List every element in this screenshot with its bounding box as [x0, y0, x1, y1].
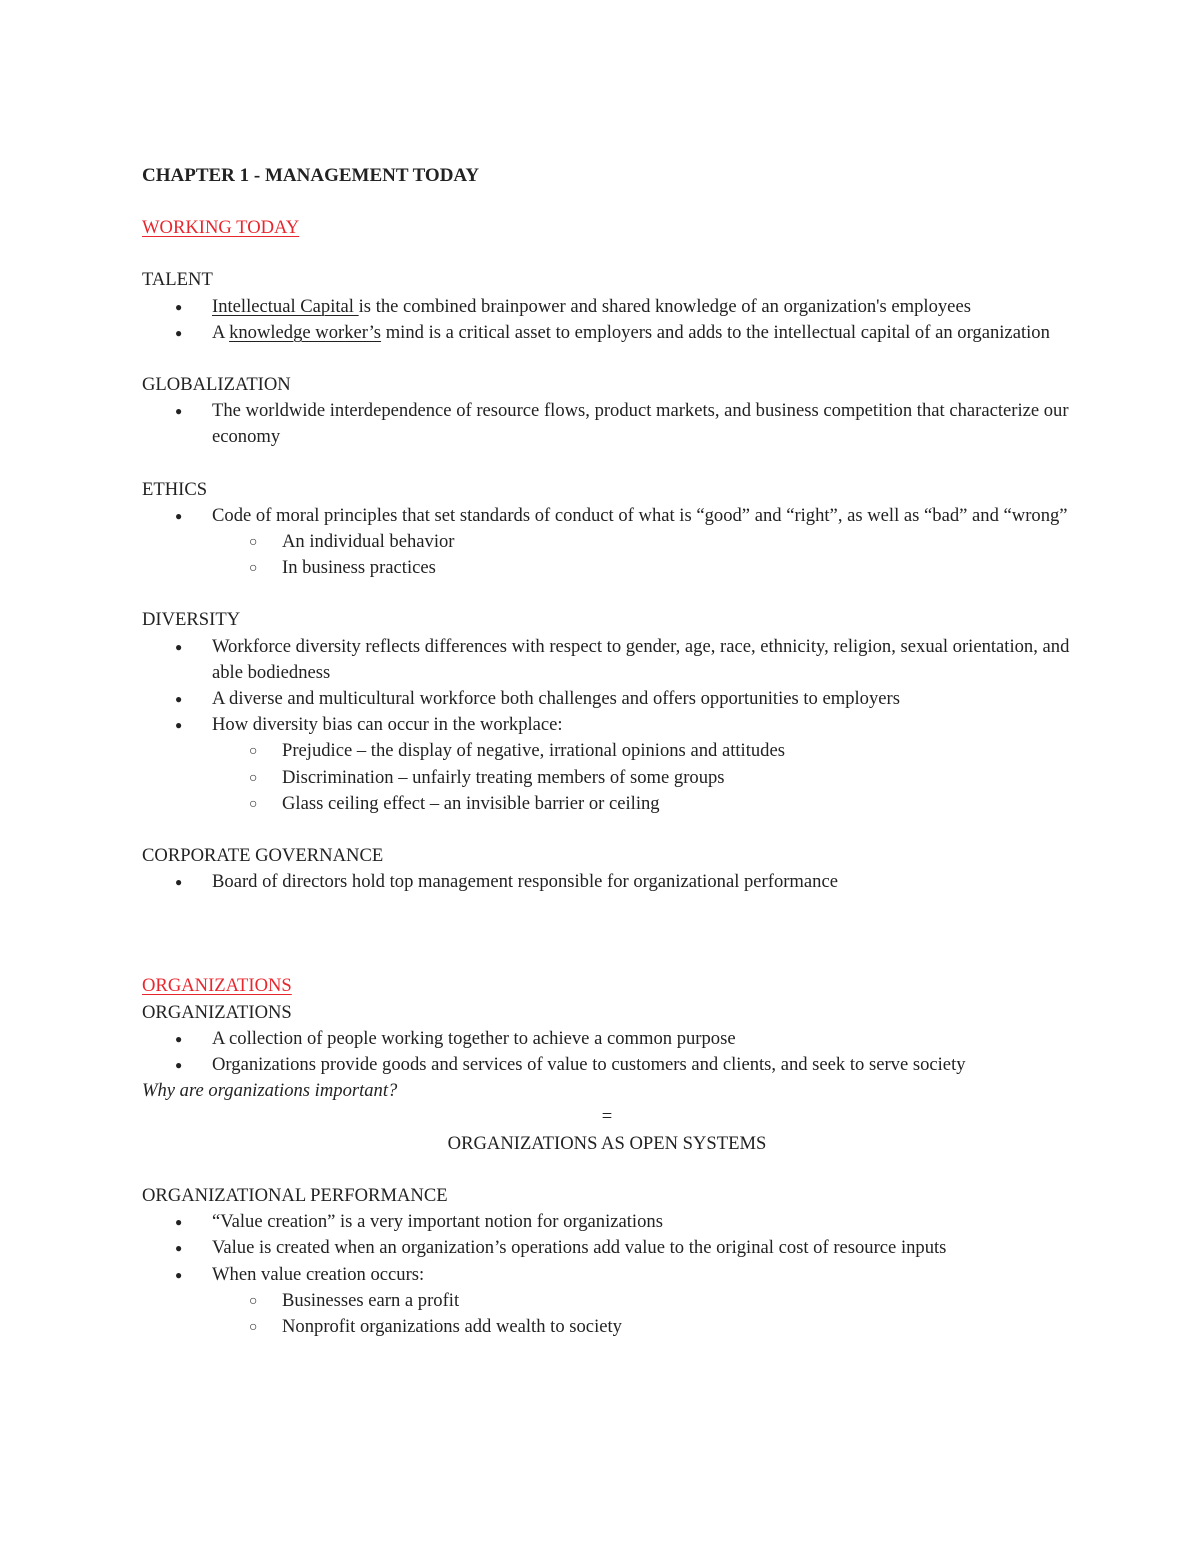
organizations-list [142, 1026, 1072, 1078]
chapter-title: CHAPTER 1 - MANAGEMENT TODAY [142, 165, 480, 186]
subheading-organizations: ORGANIZATIONS [142, 1001, 292, 1023]
list-item-text: Workforce diversity reflects differences with respect to gender, age, race, ethnicity, religion, sexual orientation, and able bodiedness [212, 635, 1070, 683]
ethics-sublist [212, 529, 1072, 581]
hollow-bullet-icon: ○ [249, 561, 258, 577]
bullet-icon: ● [175, 508, 183, 523]
list-item [142, 503, 1072, 582]
list-item-text: How diversity bias can occur in the workplace: [212, 714, 563, 736]
list-item [142, 634, 1072, 686]
list-item [142, 294, 1072, 320]
list-item [142, 1052, 1072, 1078]
list-item [142, 1026, 1072, 1052]
term-intellectual-capital: Intellectual Capital [212, 295, 359, 317]
bullet-icon: ● [175, 1058, 183, 1073]
diversity-sublist [212, 738, 1072, 817]
question-text: Why are organizations important? [142, 1080, 398, 1102]
section-heading-working-today[interactable]: WORKING TODAY [142, 217, 300, 239]
subheading-globalization: GLOBALIZATION [142, 374, 291, 396]
hollow-bullet-icon: ○ [249, 1319, 258, 1335]
document-body [142, 163, 1072, 1340]
sublist-item-text: An individual behavior [282, 531, 455, 553]
list-item-text: A [212, 321, 230, 343]
list-item-text: “Value creation” is a very important notion for organizations [212, 1211, 663, 1233]
list-item [142, 1209, 1072, 1235]
list-item [142, 869, 1072, 895]
ethics-list [142, 503, 1072, 582]
bullet-icon: ● [175, 875, 183, 890]
list-item-text: Organizations provide goods and services of value to customers and clients, and seek to serve society [212, 1054, 966, 1076]
bullet-icon: ● [175, 1267, 183, 1282]
sublist-item [212, 1314, 1072, 1340]
bullet-icon: ● [175, 299, 183, 314]
list-item [142, 320, 1072, 346]
term-knowledge-worker: knowledge worker’s [229, 321, 382, 343]
governance-list [142, 869, 1072, 895]
subheading-diversity: DIVERSITY [142, 609, 241, 631]
equals-sign: = [601, 1106, 613, 1128]
section-heading-organizations[interactable]: ORGANIZATIONS [142, 975, 292, 997]
sublist-item [212, 765, 1072, 791]
sublist-item-text: Discrimination – unfairly treating members of some groups [282, 766, 725, 788]
sublist-item-text: Nonprofit organizations add wealth to society [282, 1315, 622, 1337]
bullet-icon: ● [175, 325, 183, 340]
open-systems-heading: ORGANIZATIONS AS OPEN SYSTEMS [447, 1132, 767, 1154]
subheading-organizational-performance: ORGANIZATIONAL PERFORMANCE [142, 1184, 448, 1206]
bullet-icon: ● [175, 692, 183, 707]
list-item-text: mind is a critical asset to employers and adds to the intellectual capital of an organization [381, 321, 1050, 343]
sublist-item-text: Businesses earn a profit [282, 1289, 460, 1311]
list-item-text: Code of moral principles that set standards of conduct of what is “good” and “right”, as well as “bad” and “wrong” [212, 504, 1068, 526]
sublist-item [212, 1288, 1072, 1314]
sublist-item-text: In business practices [282, 557, 436, 579]
list-item [142, 712, 1072, 817]
bullet-icon: ● [175, 718, 183, 733]
sublist-item [212, 738, 1072, 764]
hollow-bullet-icon: ○ [249, 744, 258, 760]
sublist-item-text: Prejudice – the display of negative, irrational opinions and attitudes [282, 740, 785, 762]
list-item-text: The worldwide interdependence of resource flows, product markets, and business competition that characterize our economy [212, 400, 1069, 448]
globalization-list [142, 398, 1072, 450]
hollow-bullet-icon: ○ [249, 770, 258, 786]
sublist-item-text: Glass ceiling effect – an invisible barrier or ceiling [282, 792, 660, 814]
list-item-text: Board of directors hold top management responsible for organizational performance [212, 871, 838, 893]
list-item-text: When value creation occurs: [212, 1263, 425, 1285]
list-item-text: A diverse and multicultural workforce both challenges and offers opportunities to employers [212, 688, 900, 710]
performance-sublist [212, 1288, 1072, 1340]
list-item [142, 1262, 1072, 1341]
list-item [142, 686, 1072, 712]
bullet-icon: ● [175, 1031, 183, 1046]
bullet-icon: ● [175, 639, 183, 654]
performance-list [142, 1209, 1072, 1340]
sublist-item [212, 791, 1072, 817]
hollow-bullet-icon: ○ [249, 796, 258, 812]
list-item [142, 398, 1072, 450]
hollow-bullet-icon: ○ [249, 1293, 258, 1309]
hollow-bullet-icon: ○ [249, 535, 258, 551]
diversity-list [142, 634, 1072, 817]
subheading-talent: TALENT [142, 269, 213, 291]
list-item-text: A collection of people working together to achieve a common purpose [212, 1027, 736, 1049]
talent-list [142, 294, 1072, 346]
sublist-item [212, 529, 1072, 555]
subheading-corporate-governance: CORPORATE GOVERNANCE [142, 845, 384, 867]
list-item-text: is the combined brainpower and shared knowledge of an organization's employees [358, 295, 971, 317]
bullet-icon: ● [175, 404, 183, 419]
subheading-ethics: ETHICS [142, 478, 208, 500]
bullet-icon: ● [175, 1241, 183, 1256]
list-item-text: Value is created when an organization’s operations add value to the original cost of resource inputs [212, 1237, 947, 1259]
sublist-item [212, 555, 1072, 581]
bullet-icon: ● [175, 1215, 183, 1230]
list-item [142, 1235, 1072, 1261]
